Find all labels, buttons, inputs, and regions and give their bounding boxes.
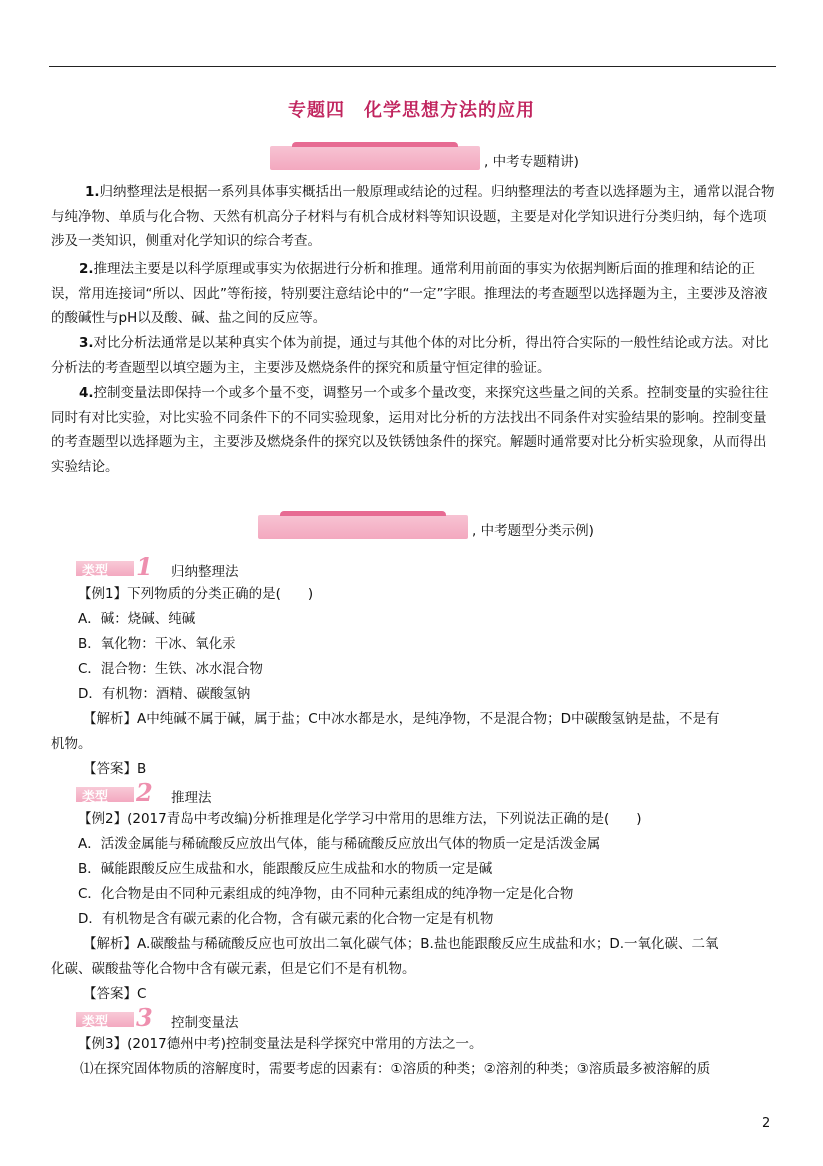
type-badge-2: 类型 2 [76, 784, 156, 804]
header-rule [49, 66, 776, 67]
intro-paragraph-4: 4.控制变量法即保持一个或多个量不变，调整另一个或多个量改变，来探究这些量之间的关系。控制变量的实验往往同时有对比实验，对比实验不同条件下的不同实验现象，运用对比分析的方法找出不同条件对实验结果的影响。控制变量的考查题型以选择题为主，主要涉及燃烧条件的探究以及铁锈蚀条件的探究。解题时通常要对比分析实验现象，从而得出实验结论。 [51, 385, 769, 475]
example-1-option-d: D．有机物：酒精、碳酸氢钠 [78, 686, 251, 702]
example-1-option-c: C．混合物：生铁、冰水混合物 [78, 661, 263, 677]
example-2-stem: 【例2】(2017青岛中考改编)分析推理是化学学习中常用的思维方法，下列说法正确的是( ) [78, 811, 642, 827]
example-2-answer: 【答案】C [83, 986, 147, 1002]
example-1-option-b: B．氧化物：干冰、氧化汞 [78, 636, 236, 652]
example-2-option-c: C．化合物是由不同种元素组成的纯净物，由不同种元素组成的纯净物一定是化合物 [78, 886, 574, 902]
banner-decoration [258, 515, 468, 539]
example-1-option-a: A．碱：烧碱、纯碱 [78, 611, 196, 627]
type-title-3: 控制变量法 [171, 1015, 239, 1031]
example-2-analysis: 【解析】A.碳酸盐与稀硫酸反应也可放出二氧化碳气体；B.盐也能跟酸反应生成盐和水；D.一氧化碳、二氧 [83, 936, 719, 952]
intro-paragraph-2: 2.推理法主要是以科学原理或事实为依据进行分析和推理。通常利用前面的事实为依据判断后面的推理和结论的正误，常用连接词“所以、因此”等衔接，特别要注意结论中的“一定”字眼。推理法的考查题型以选择题为主，主要涉及溶液的酸碱性与pH以及酸、碱、盐之间的反应等。 [51, 261, 768, 326]
example-1-answer: 【答案】B [83, 761, 147, 777]
type-badge-3: 类型 3 [76, 1009, 156, 1029]
intro-paragraph-1: 1.归纳整理法是根据一系列具体事实概括出一般原理或结论的过程。归纳整理法的考查以选择题为主，通常以混合物与纯净物、单质与化合物、天然有机高分子材料与有机合成材料等知识设题，主要是对化学知识进行分类归纳，每个选项涉及一类知识，侧重对化学知识的综合考查。 [51, 184, 775, 249]
type-badge-1: 类型 1 [76, 558, 156, 578]
banner-label: , 中考专题精讲) [484, 154, 579, 170]
type-title-2: 推理法 [171, 790, 212, 806]
page-title: 专题四 化学思想方法的应用 [288, 100, 535, 121]
intro-paragraph-3: 3.对比分析法通常是以某种真实个体为前提，通过与其他个体的对比分析，得出符合实际的一般性结论或方法。对比分析法的考查题型以填空题为主，主要涉及燃烧条件的探究和质量守恒定律的验证。 [51, 335, 769, 376]
example-2-option-b: B．碱能跟酸反应生成盐和水，能跟酸反应生成盐和水的物质一定是碱 [78, 861, 493, 877]
page-number: 2 [762, 1116, 771, 1131]
example-3-stem: 【例3】(2017德州中考)控制变量法是科学探究中常用的方法之一。 [78, 1036, 483, 1052]
example-2-option-d: D．有机物是含有碳元素的化合物，含有碳元素的化合物一定是有机物 [78, 911, 494, 927]
example-2-analysis-cont: 化碳、碳酸盐等化合物中含有碳元素，但是它们不是有机物。 [51, 961, 416, 977]
banner-label: , 中考题型分类示例) [472, 523, 594, 539]
example-2-option-a: A．活泼金属能与稀硫酸反应放出气体，能与稀硫酸反应放出气体的物质一定是活泼金属 [78, 836, 601, 852]
example-1-stem: 【例1】下列物质的分类正确的是( ) [78, 586, 314, 602]
example-1-analysis: 【解析】A中纯碱不属于碱，属于盐；C中冰水都是水，是纯净物，不是混合物；D中碳酸氢钠是盐，不是有 [83, 711, 720, 727]
example-3-question-1: ⑴在探究固体物质的溶解度时，需要考虑的因素有：①溶质的种类；②溶剂的种类；③溶质最多被溶解的质 [80, 1061, 711, 1077]
banner-decoration [270, 146, 480, 170]
example-1-analysis-cont: 机物。 [51, 736, 92, 752]
type-title-1: 归纳整理法 [171, 564, 239, 580]
